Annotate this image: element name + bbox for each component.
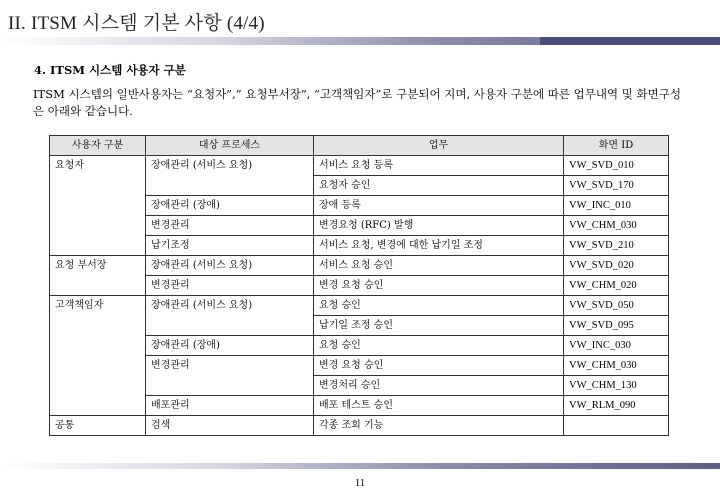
header-task: 업무: [314, 136, 564, 156]
table-row: [50, 156, 669, 176]
cell-screen-id: VW_RLM_090: [564, 396, 669, 416]
table-row: [50, 296, 669, 316]
cell-screen-id: VW_INC_030: [564, 336, 669, 356]
cell-process: 변경관리: [146, 216, 314, 236]
cell-process: 장애관리 (장애): [146, 336, 314, 356]
cell-task: 요청 승인: [314, 336, 564, 356]
cell-task: 변경 요청 승인: [314, 356, 564, 376]
cell-process: 납기조정: [146, 236, 314, 256]
table-row: [50, 256, 669, 276]
header-user-type: 사용자 구분: [50, 136, 146, 156]
cell-screen-id: VW_SVD_095: [564, 316, 669, 336]
cell-task: 배포 테스트 승인: [314, 396, 564, 416]
user-role-table: [49, 135, 669, 436]
header-rule: [0, 37, 720, 45]
cell-screen-id: VW_CHM_030: [564, 356, 669, 376]
slide-title: II. ITSM 시스템 기본 사항 (4/4): [8, 13, 265, 34]
cell-screen-id: [564, 416, 669, 436]
cell-user-type: 요청자: [50, 156, 146, 256]
cell-process: 배포관리: [146, 396, 314, 416]
table-header-row: [50, 136, 669, 156]
header-screen-id: 화면 ID: [564, 136, 669, 156]
cell-task: 서비스 요청 등록: [314, 156, 564, 176]
cell-screen-id: VW_SVD_050: [564, 296, 669, 316]
cell-screen-id: VW_CHM_020: [564, 276, 669, 296]
cell-task: 서비스 요청 승인: [314, 256, 564, 276]
cell-user-type: 요청 부서장: [50, 256, 146, 296]
intro-paragraph: ITSM 시스템의 일반사용자는 “요청자”,” 요청부서장”, “고객책임자”로 구분되어 지며, 사용자 구분에 따른 업무내역 및 화면구성은 아래와 같습니다.: [33, 87, 681, 118]
cell-screen-id: VW_CHM_130: [564, 376, 669, 396]
cell-user-type: 공통: [50, 416, 146, 436]
cell-screen-id: VW_SVD_010: [564, 156, 669, 176]
cell-screen-id: VW_SVD_210: [564, 236, 669, 256]
cell-task: 요청 승인: [314, 296, 564, 316]
cell-process: 장애관리 (서비스 요청): [146, 156, 314, 196]
cell-process: 장애관리 (서비스 요청): [146, 296, 314, 336]
cell-screen-id: VW_CHM_030: [564, 216, 669, 236]
cell-task: 변경처리 승인: [314, 376, 564, 396]
cell-task: 서비스 요청, 변경에 대한 납기일 조정: [314, 236, 564, 256]
cell-process: 변경관리: [146, 356, 314, 396]
cell-task: 각종 조회 기능: [314, 416, 564, 436]
cell-task: 납기일 조정 승인: [314, 316, 564, 336]
header-process: 대상 프로세스: [146, 136, 314, 156]
cell-screen-id: VW_SVD_170: [564, 176, 669, 196]
cell-process: 장애관리 (장애): [146, 196, 314, 216]
cell-task: 요청자 승인: [314, 176, 564, 196]
table-row: [50, 416, 669, 436]
cell-task: 장애 등록: [314, 196, 564, 216]
cell-process: 장애관리 (서비스 요청): [146, 256, 314, 276]
cell-process: 변경관리: [146, 276, 314, 296]
header-rule-accent: [540, 37, 720, 45]
cell-screen-id: VW_INC_010: [564, 196, 669, 216]
cell-user-type: 고객책임자: [50, 296, 146, 416]
cell-process: 검색: [146, 416, 314, 436]
page-number: 11: [354, 477, 366, 489]
cell-screen-id: VW_SVD_020: [564, 256, 669, 276]
footer-rule: [0, 463, 720, 469]
cell-task: 변경요청 (RFC) 발행: [314, 216, 564, 236]
section-heading: 4. ITSM 시스템 사용자 구분: [34, 63, 186, 77]
cell-task: 변경 요청 승인: [314, 276, 564, 296]
